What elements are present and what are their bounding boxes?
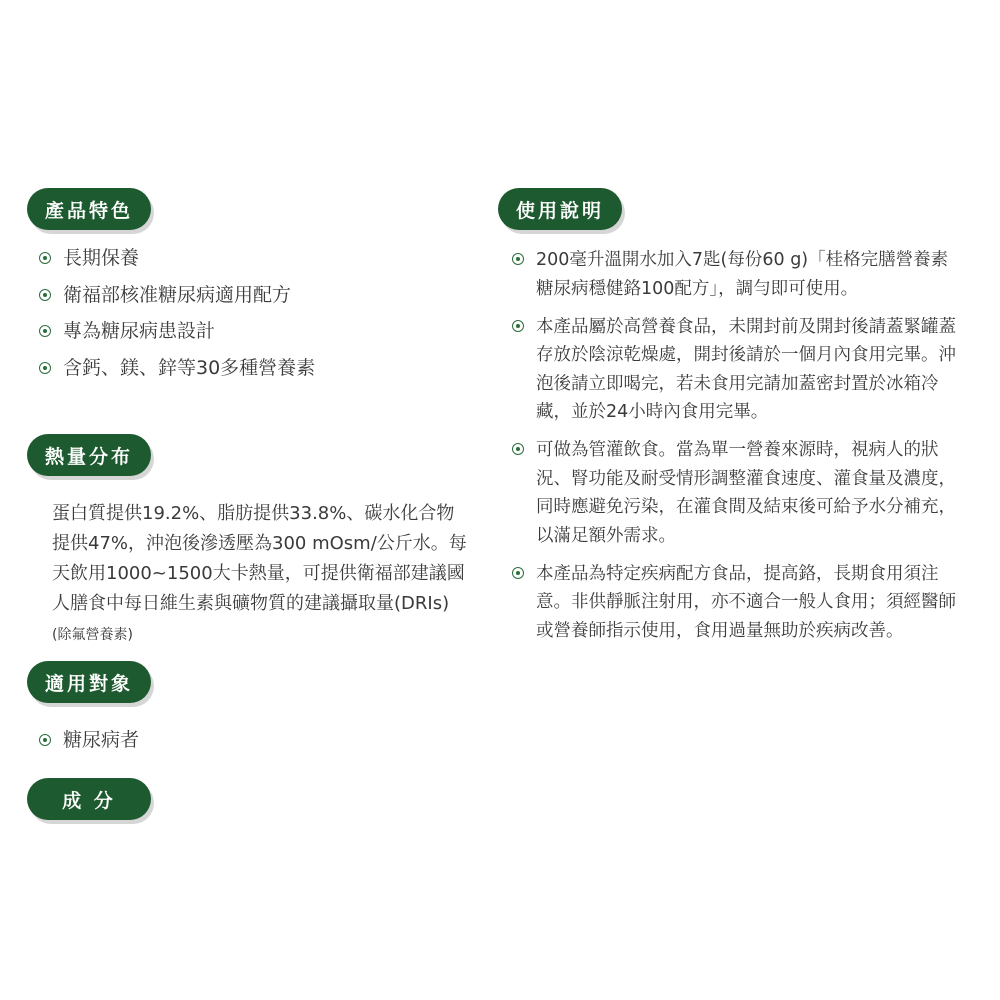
bullet-icon [512, 443, 524, 455]
list-item: 含鈣、鎂、鋅等30多種營養素 [27, 350, 467, 387]
target-heading: 適用對象 [27, 661, 151, 703]
bullet-icon [512, 567, 524, 579]
list-item: 本產品屬於高營養食品，未開封前及開封後請蓋緊罐蓋存放於陰涼乾燥處，開封後請於一個月內食用完畢。沖泡後請立即喝完，若未食用完請加蓋密封置於冰箱冷藏，並於24小時內食用完畢。 [500, 313, 962, 427]
bullet-icon [512, 320, 524, 332]
bullet-icon [39, 252, 51, 264]
energy-paragraph: 蛋白質提供19.2%、脂肪提供33.8%、碳水化合物提供47%，沖泡後滲透壓為300 mOsm/公斤水。每天飲用1000~1500大卡熱量，可提供衛福部建議國人膳食中每日維生素與礦物質的建議攝取量(DRIs) (除氟營養素) [52, 503, 467, 643]
features-list [27, 240, 467, 386]
features-heading: 產品特色 [27, 188, 151, 230]
bullet-icon [39, 362, 51, 374]
list-item: 可做為管灌飲食。當為單一營養來源時，視病人的狀況、腎功能及耐受情形調整灌食速度、灌食量及濃度，同時應避免污染，在灌食間及結束後可給予水分補充，以滿足額外需求。 [500, 436, 962, 550]
target-list [27, 722, 467, 759]
energy-heading: 熱量分布 [27, 434, 151, 476]
usage-list [500, 246, 962, 655]
list-item: 200毫升溫開水加入7匙(每份60 g)「桂格完膳營養素糖尿病穩健鉻100配方」，調勻即可使用。 [500, 246, 962, 303]
list-item: 本產品為特定疾病配方食品，提高鉻，長期食用須注意。非供靜脈注射用，亦不適合一般人食用；須經醫師或營養師指示使用，食用過量無助於疾病改善。 [500, 560, 962, 646]
list-item: 糖尿病者 [27, 722, 467, 759]
bullet-icon [39, 734, 51, 746]
list-item: 專為糖尿病患設計 [27, 313, 467, 350]
energy-note: (除氟營養素) [52, 627, 133, 643]
usage-heading: 使用說明 [498, 188, 622, 230]
bullet-icon [39, 289, 51, 301]
bullet-icon [512, 253, 524, 265]
bullet-icon [39, 325, 51, 337]
list-item: 衛福部核准糖尿病適用配方 [27, 277, 467, 314]
list-item: 長期保養 [27, 240, 467, 277]
ingredients-heading: 成 分 [27, 778, 151, 820]
